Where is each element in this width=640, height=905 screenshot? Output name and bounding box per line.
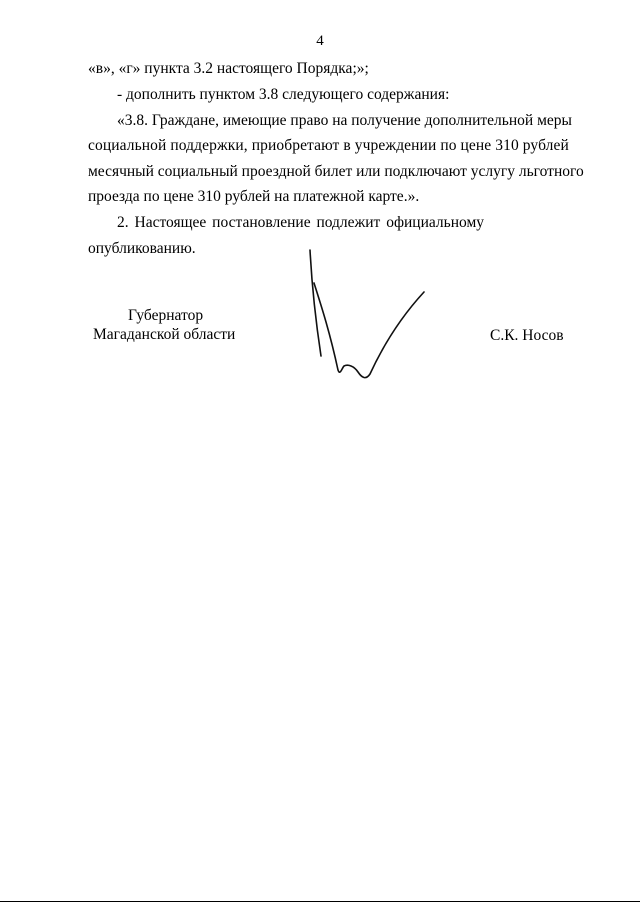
text-line-6: проезда по цене 310 рублей на платежной карте.». <box>88 188 420 205</box>
signatory-name: С.К. Носов <box>490 327 564 344</box>
text-line-4: социальной поддержки, приобретают в учреждении по цене 310 рублей <box>88 137 569 154</box>
text-line-8: опубликованию. <box>88 240 196 257</box>
signatory-position-line-2: Магаданской области <box>93 326 236 343</box>
text-line-5: месячный социальный проездной билет или подключают услугу льготного <box>88 163 584 180</box>
text-line-7: 2. Настоящее постановление подлежит официальному <box>117 214 485 231</box>
text-line-1: «в», «г» пункта 3.2 настоящего Порядка;»; <box>88 60 369 77</box>
text-line-2: - дополнить пунктом 3.8 следующего содержания: <box>117 86 450 103</box>
bottom-rule <box>0 901 640 902</box>
signatory-position-line-1: Губернатор <box>128 307 204 324</box>
page-number: 4 <box>316 33 324 49</box>
handwritten-signature <box>300 248 430 388</box>
text-line-3: «3.8. Граждане, имеющие право на получение дополнительной меры <box>117 112 572 129</box>
